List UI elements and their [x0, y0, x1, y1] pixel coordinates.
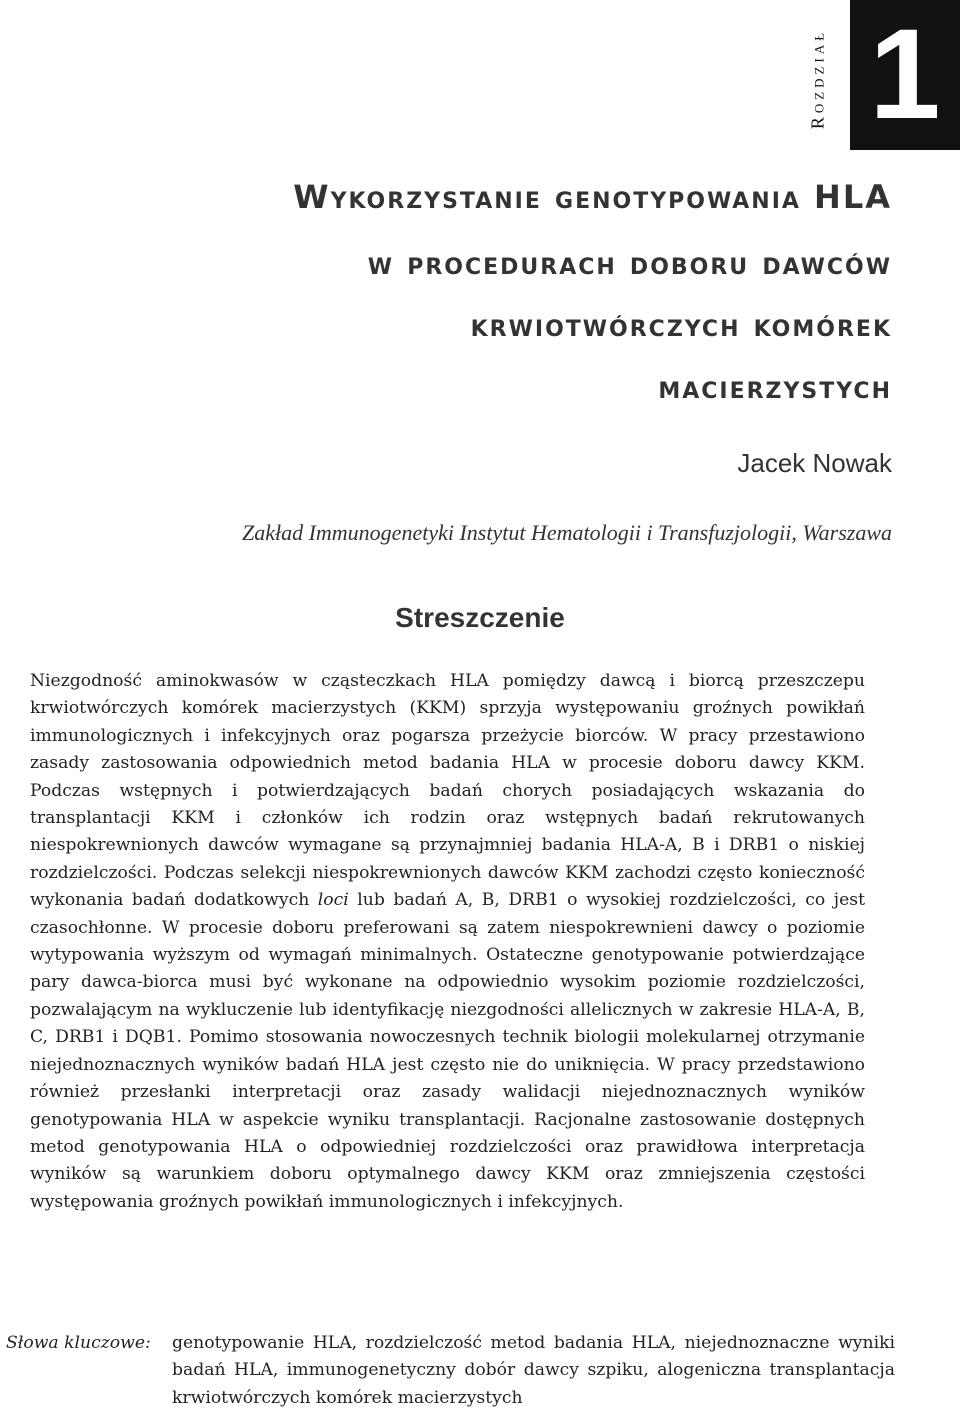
- title-line-2: w procedurach doboru dawców: [367, 244, 892, 282]
- chapter-number: 1: [850, 0, 960, 150]
- abstract-body: [30, 668, 865, 1216]
- abstract-text-part-1: Niezgodność aminokwasów w cząsteczkach HLA pomiędzy dawcą i biorcą przeszczepu krwiotwórczych komórek macierzystych (KKM) sprzyja występowaniu groźnych powikłań immunologicznych i infekcyjnych oraz pogarsza przeżycie biorców. W pracy przestawiono zasady zastosowania odpowiednich metod badania HLA w procesie doboru dawcy KKM. Podczas wstępnych i potwierdzających badań chorych posiadających wskazania do transplantacji KKM i członków ich rodzin oraz wstępnych badań rekrutowanych niespokrewnionych dawców wymagane są przynajmniej badania HLA-A, B i DRB1 o niskiej rozdzielczości. Podczas selekcji niespokrewnionych dawców KKM zachodzi często konieczność wykonania badań dodatkowych: [30, 671, 865, 911]
- abstract-text-part-2: lub badań A, B, DRB1 o wysokiej rozdzielczości, co jest czasochłonne. W procesie doboru preferowani są zatem niespokrewnieni dawcy o poziomie wytypowania wyższym od wymagań minimalnych. Ostateczne genotypowanie potwierdzające pary dawca-biorca musi być wykonane na odpowiednio wysokim poziomie rozdzielczości, pozwalającym na wykluczenie lub identyfikację niezgodności allelicznych w zakresie HLA-A, B, C, DRB1 i DQB1. Pomimo stosowania nowoczesnych technik biologii molekularnej otrzymanie niejednoznacznych wyników badań HLA jest często nie do uniknięcia. W pracy przedstawiono również przesłanki interpretacji oraz zasady walidacji niejednoznacznych wyników genotypowania HLA w aspekcie wyniku transplantacji. Racjonalne zastosowanie dostępnych metod genotypowania HLA o odpowiedniej rozdzielczości oraz prawidłowa interpretacja wyników są warunkiem doboru optymalnego dawcy KKM oraz zmniejszenia częstości występowania groźnych powikłań immunologicznych i infekcyjnych.: [30, 890, 865, 1212]
- affiliation: Zakład Immunogenetyki Instytut Hematologii i Transfuzjologii, Warszawa: [241, 520, 892, 545]
- chapter-label: [794, 4, 842, 154]
- keywords-text: genotypowanie HLA, rozdzielczość metod badania HLA, niejednoznaczne wyniki badań HLA, immunogenetyczny dobór dawcy szpiku, alogeniczna transplantacja krwiotwórczych komórek macierzystych: [172, 1333, 895, 1408]
- abstract-heading: Streszczenie: [395, 602, 565, 633]
- title-line-3: krwiotwórczych komórek: [470, 306, 892, 344]
- title-line-1: Wykorzystanie genotypowania HLA: [293, 178, 892, 216]
- chapter-word: Rozdział: [807, 28, 828, 130]
- author-name: Jacek Nowak: [737, 448, 892, 478]
- title-line-4: macierzystych: [658, 368, 892, 406]
- abstract-italic-term: loci: [317, 890, 349, 911]
- keywords-label: Słowa kluczowe:: [6, 1333, 151, 1353]
